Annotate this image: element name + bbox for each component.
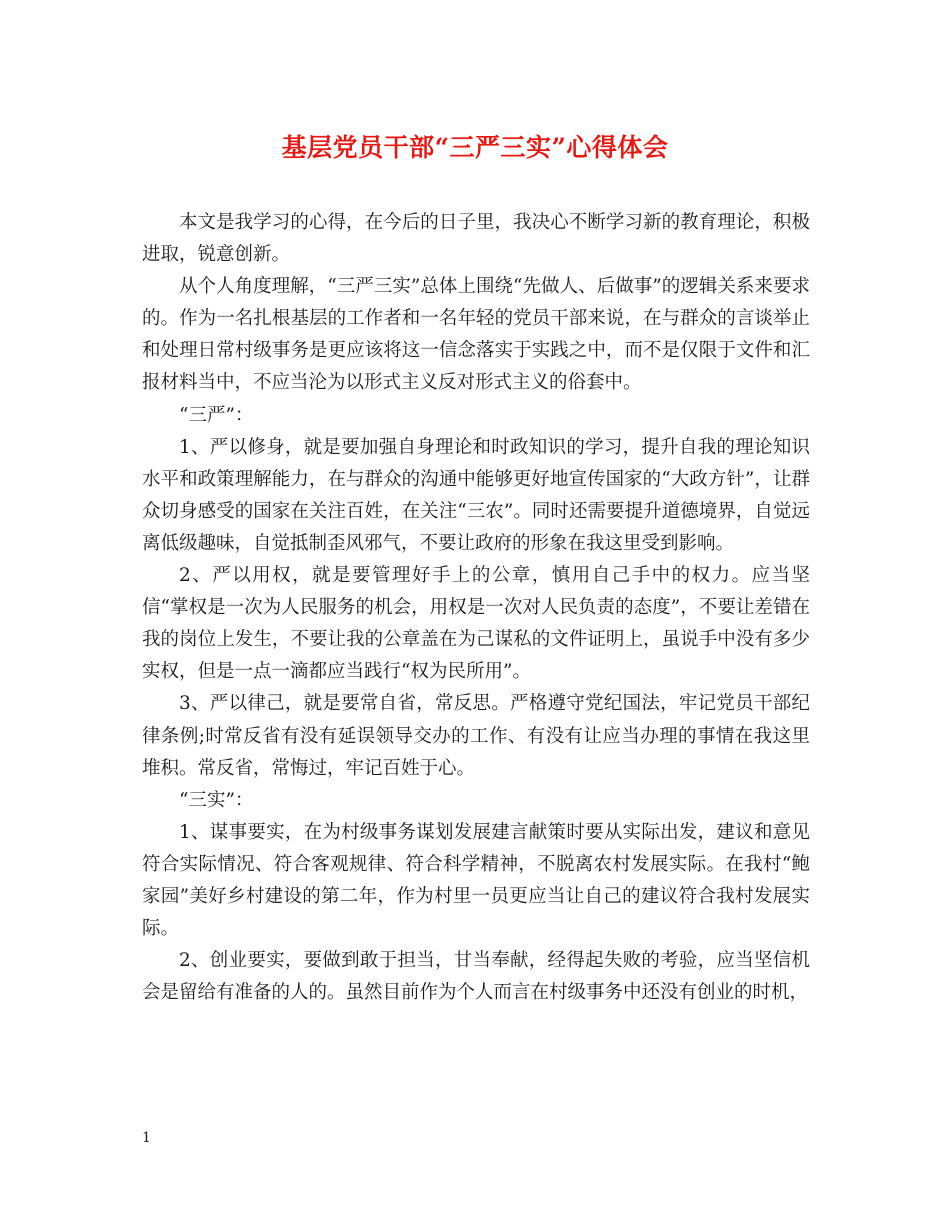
paragraph-chuang-ye-yao-shi: 2、创业要实，要做到敢于担当，甘当奉献，经得起失败的考验，应当坚信机会是留给有准备的人的。虽然目前作为个人而言在村级事务中还没有创业的时机，	[142, 950, 810, 1004]
section-heading-san-yan: “三严”：	[179, 404, 254, 426]
paragraph-understanding: 从个人角度理解，“三严三实”总体上围绕“先做人、后做事”的逻辑关系来要求的。作为一名扎根基层的工作者和一名年轻的党员干部来说，在与群众的言谈举止和处理日常村级事务是更应该将这一信念落实于实践之中，而不是仅限于文件和汇报材料当中，不应当沦为以形式主义反对形式主义的俗套中。	[142, 276, 810, 394]
paragraph-intro: 本文是我学习的心得，在今后的日子里，我决心不断学习新的教育理论，积极进取，锐意创新。	[142, 212, 810, 266]
paragraph-mou-shi-yao-shi: 1、谋事要实，在为村级事务谋划发展建言献策时要从实际出发，建议和意见符合实际情况、符合客观规律、符合科学精神，不脱离农村发展实际。在我村“鲍家园”美好乡村建设的第二年，作为村里一员更应当让自己的建议符合我村发展实际。	[142, 821, 810, 940]
page-number: 1	[142, 1130, 151, 1146]
paragraph-yan-yi-lv-ji: 3、严以律己，就是要常自省，常反思。严格遵守党纪国法，牢记党员干部纪律条例;时常反省有没有延误领导交办的工作、有没有让应当办理的事情在我这里堆积。常反省，常悔过，牢记百姓于心。	[142, 693, 810, 779]
section-heading-san-shi: “三实”：	[179, 789, 254, 811]
paragraph-yan-yi-yong-quan: 2、严以用权，就是要管理好手上的公章，慎用自己手中的权力。应当坚信“掌权是一次为人民服务的机会，用权是一次对人民负责的态度”，不要让差错在我的岗位上发生，不要让我的公章盖在为己谋私的文件证明上，虽说手中没有多少实权，但是一点一滴都应当践行“权为民所用”。	[142, 565, 810, 683]
document-title: 基层党员干部“三严三实”心得体会	[281, 133, 669, 162]
document-body	[142, 207, 810, 1009]
paragraph-yan-yi-xiu-shen: 1、严以修身，就是要加强自身理论和时政知识的学习，提升自我的理论知识水平和政策理解能力，在与群众的沟通中能够更好地宣传国家的“大政方针”，让群众切身感受的国家在关注百姓，在关注“三农”。同时还需要提升道德境界，自觉远离低级趣味，自觉抵制歪风邪气，不要让政府的形象在我这里受到影响。	[142, 436, 810, 554]
